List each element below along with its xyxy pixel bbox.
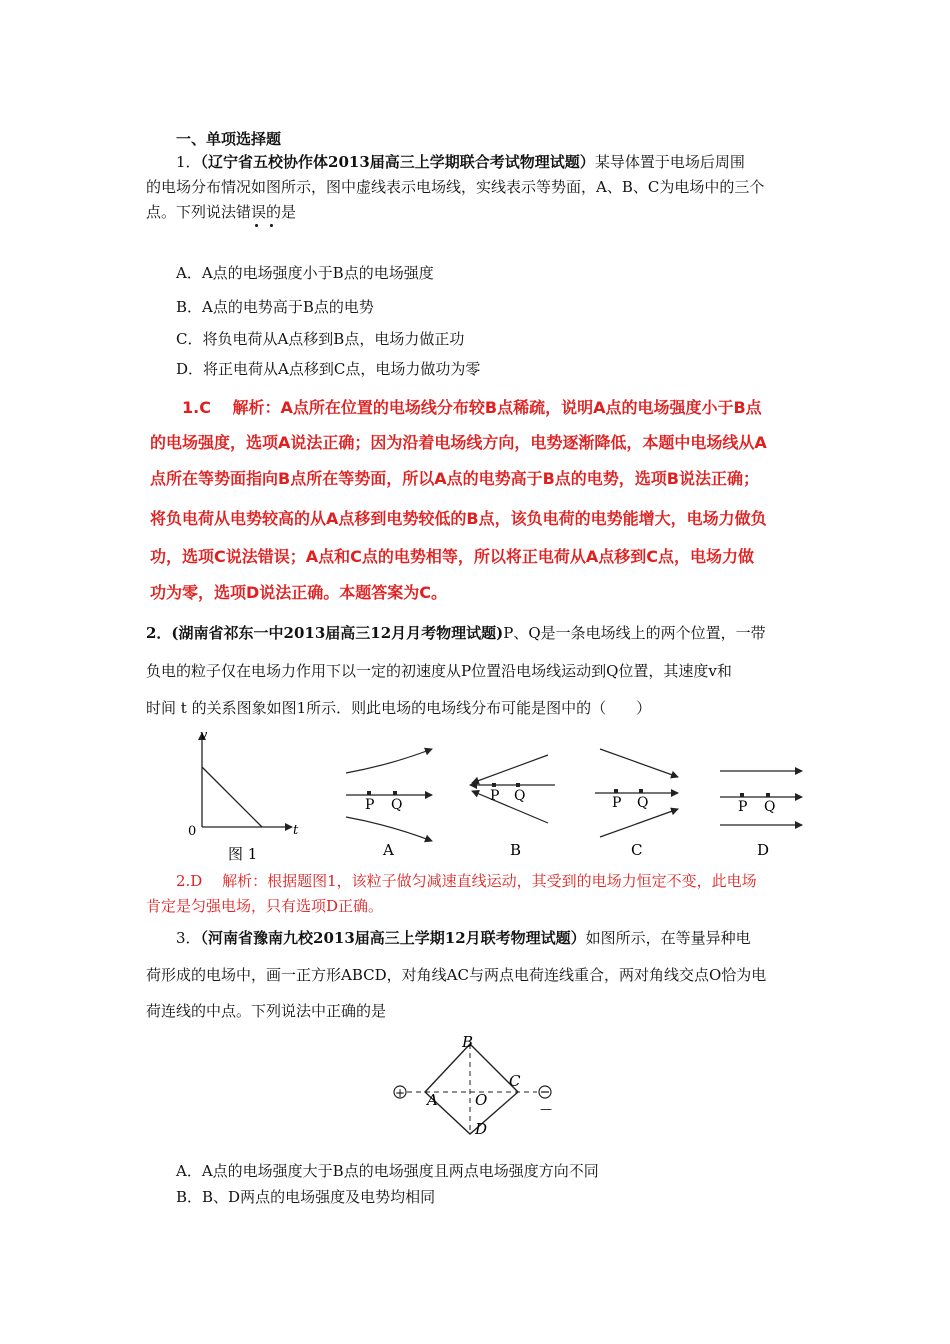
q1-option-a: A．A点的电场强度小于B点的电场强度 xyxy=(176,264,434,282)
q3-option-a: A．A点的电场强度大于B点的电场强度且两点电场强度方向不同 xyxy=(176,1162,599,1180)
label-p: P xyxy=(612,795,622,811)
label-p: P xyxy=(490,788,500,804)
caption-d: D xyxy=(757,841,770,859)
label-o: O xyxy=(475,1091,488,1109)
q1-option-c: C．将负电荷从A点移到B点，电场力做正功 xyxy=(176,330,465,348)
q2-line1 xyxy=(146,622,766,643)
field-option-a xyxy=(346,749,432,859)
velocity-line xyxy=(202,767,262,827)
q2-line2: 负电的粒子仅在电场力作用下以一定的初速度从P位置沿电场线运动到Q位置，其速度v和 xyxy=(146,662,732,680)
field-line xyxy=(346,749,432,773)
q3-line3: 荷连线的中点。下列说法中正确的是 xyxy=(146,1002,387,1020)
q1-answer-line: 的电场强度，选项A说法正确；因为沿着电场线方向，电势逐渐降低，本题中电场线从A xyxy=(150,433,767,452)
q3-line2: 荷形成的电场中，画一正方形ABCD，对角线AC与两点电荷连线重合，两对角线交点O恰为电 xyxy=(146,966,767,984)
q3-option-b: B．B、D两点的电场强度及电势均相同 xyxy=(176,1188,436,1206)
label-c: C xyxy=(509,1072,521,1090)
origin-label: 0 xyxy=(188,824,197,839)
vt-graph xyxy=(188,728,299,863)
point-p-marker xyxy=(367,791,371,795)
point-q-marker xyxy=(766,793,770,797)
q1-option-b: B．A点的电势高于B点的电势 xyxy=(176,298,374,316)
q1-answer-line: 1.C 解析：A点所在位置的电场线分布较B点稀疏，说明A点的电场强度小于B点 xyxy=(182,398,762,417)
graph-caption: 图 1 xyxy=(228,845,258,863)
label-q: Q xyxy=(637,795,649,811)
q1-answer-line: 点所在等势面指向B点所在等势面，所以A点的电势高于B点的电势，选项B说法正确； xyxy=(150,469,759,488)
q1-number: 1． xyxy=(176,153,201,171)
emphasis-dot xyxy=(255,224,258,227)
point-p-marker xyxy=(492,783,496,787)
q2-figures xyxy=(170,725,820,865)
point-q-marker xyxy=(516,783,520,787)
q3-square-figure xyxy=(385,1032,575,1142)
t-axis-label: t xyxy=(293,823,299,838)
emphasis-dot xyxy=(270,224,273,227)
field-option-b xyxy=(470,755,555,859)
label-q: Q xyxy=(764,799,776,815)
q1-answer-line: 将负电荷从电势较高的从A点移到电势较低的B点，该负电荷的电势能增大，电场力做负 xyxy=(150,509,767,528)
field-line xyxy=(600,749,678,777)
field-option-d xyxy=(720,771,802,859)
label-b: B xyxy=(462,1033,474,1051)
caption-b: B xyxy=(510,841,522,859)
q3-source: （河南省豫南九校2013届高三上学期12月联考物理试题） xyxy=(200,929,586,947)
field-line xyxy=(600,809,678,837)
point-p-marker xyxy=(614,789,618,793)
q1-line3: 点。下列说法错误的是 xyxy=(146,203,297,221)
section-title: 一、单项选择题 xyxy=(176,130,282,148)
label-q: Q xyxy=(391,797,403,813)
caption-a: A xyxy=(383,841,394,859)
q1-line1 xyxy=(176,151,745,172)
q2-stem-start: P、Q是一条电场线上的两个位置，一带 xyxy=(503,624,766,642)
field-line xyxy=(472,791,548,823)
q1-answer-line: 功，选项C说法错误；A点和C点的电势相等，所以将正电荷从A点移到C点，电场力做 xyxy=(150,547,754,566)
q1-answer-line: 功为零，选项D说法正确。本题答案为C。 xyxy=(150,583,448,602)
point-q-marker xyxy=(639,789,643,793)
q1-source: （辽宁省五校协作体2013届高三上学期联合考试物理试题） xyxy=(200,153,595,171)
v-axis-label: v xyxy=(200,728,208,743)
label-a: A xyxy=(427,1091,438,1109)
field-line xyxy=(472,755,548,783)
q3-number: 3． xyxy=(176,929,201,947)
caption-c: C xyxy=(631,841,643,859)
q2-answer-line: 2.D 解析：根据题图1，该粒子做匀减速直线运动，其受到的电场力恒定不变，此电场 xyxy=(176,872,757,890)
point-p-marker xyxy=(740,793,744,797)
label-p: P xyxy=(365,797,375,813)
q2-line3: 时间 t 的关系图象如图1所示．则此电场的电场线分布可能是图中的（ ） xyxy=(146,699,652,717)
q3-line1 xyxy=(176,927,751,948)
field-option-c xyxy=(595,749,678,859)
q1-stem-start: 某导体置于电场后周围 xyxy=(594,153,745,171)
label-p: P xyxy=(738,799,748,815)
q2-answer-line: 肯定是匀强电场，只有选项D正确。 xyxy=(146,897,384,915)
plus-sign: + xyxy=(395,1086,406,1100)
minus-label: — xyxy=(540,1102,552,1116)
square-abcd xyxy=(425,1044,518,1134)
point-q-marker xyxy=(393,791,397,795)
q1-option-d: D．将正电荷从A点移到C点，电场力做功为零 xyxy=(176,360,481,378)
q2-source: 2．(湖南省祁东一中2013届高三12月月考物理试题) xyxy=(146,624,504,642)
label-d: D xyxy=(475,1120,488,1138)
field-line xyxy=(346,817,432,841)
q3-stem-start: 如图所示，在等量异种电 xyxy=(585,929,751,947)
q1-line2: 的电场分布情况如图所示，图中虚线表示电场线，实线表示等势面，A、B、C为电场中的三个 xyxy=(146,178,765,196)
label-q: Q xyxy=(514,788,526,804)
